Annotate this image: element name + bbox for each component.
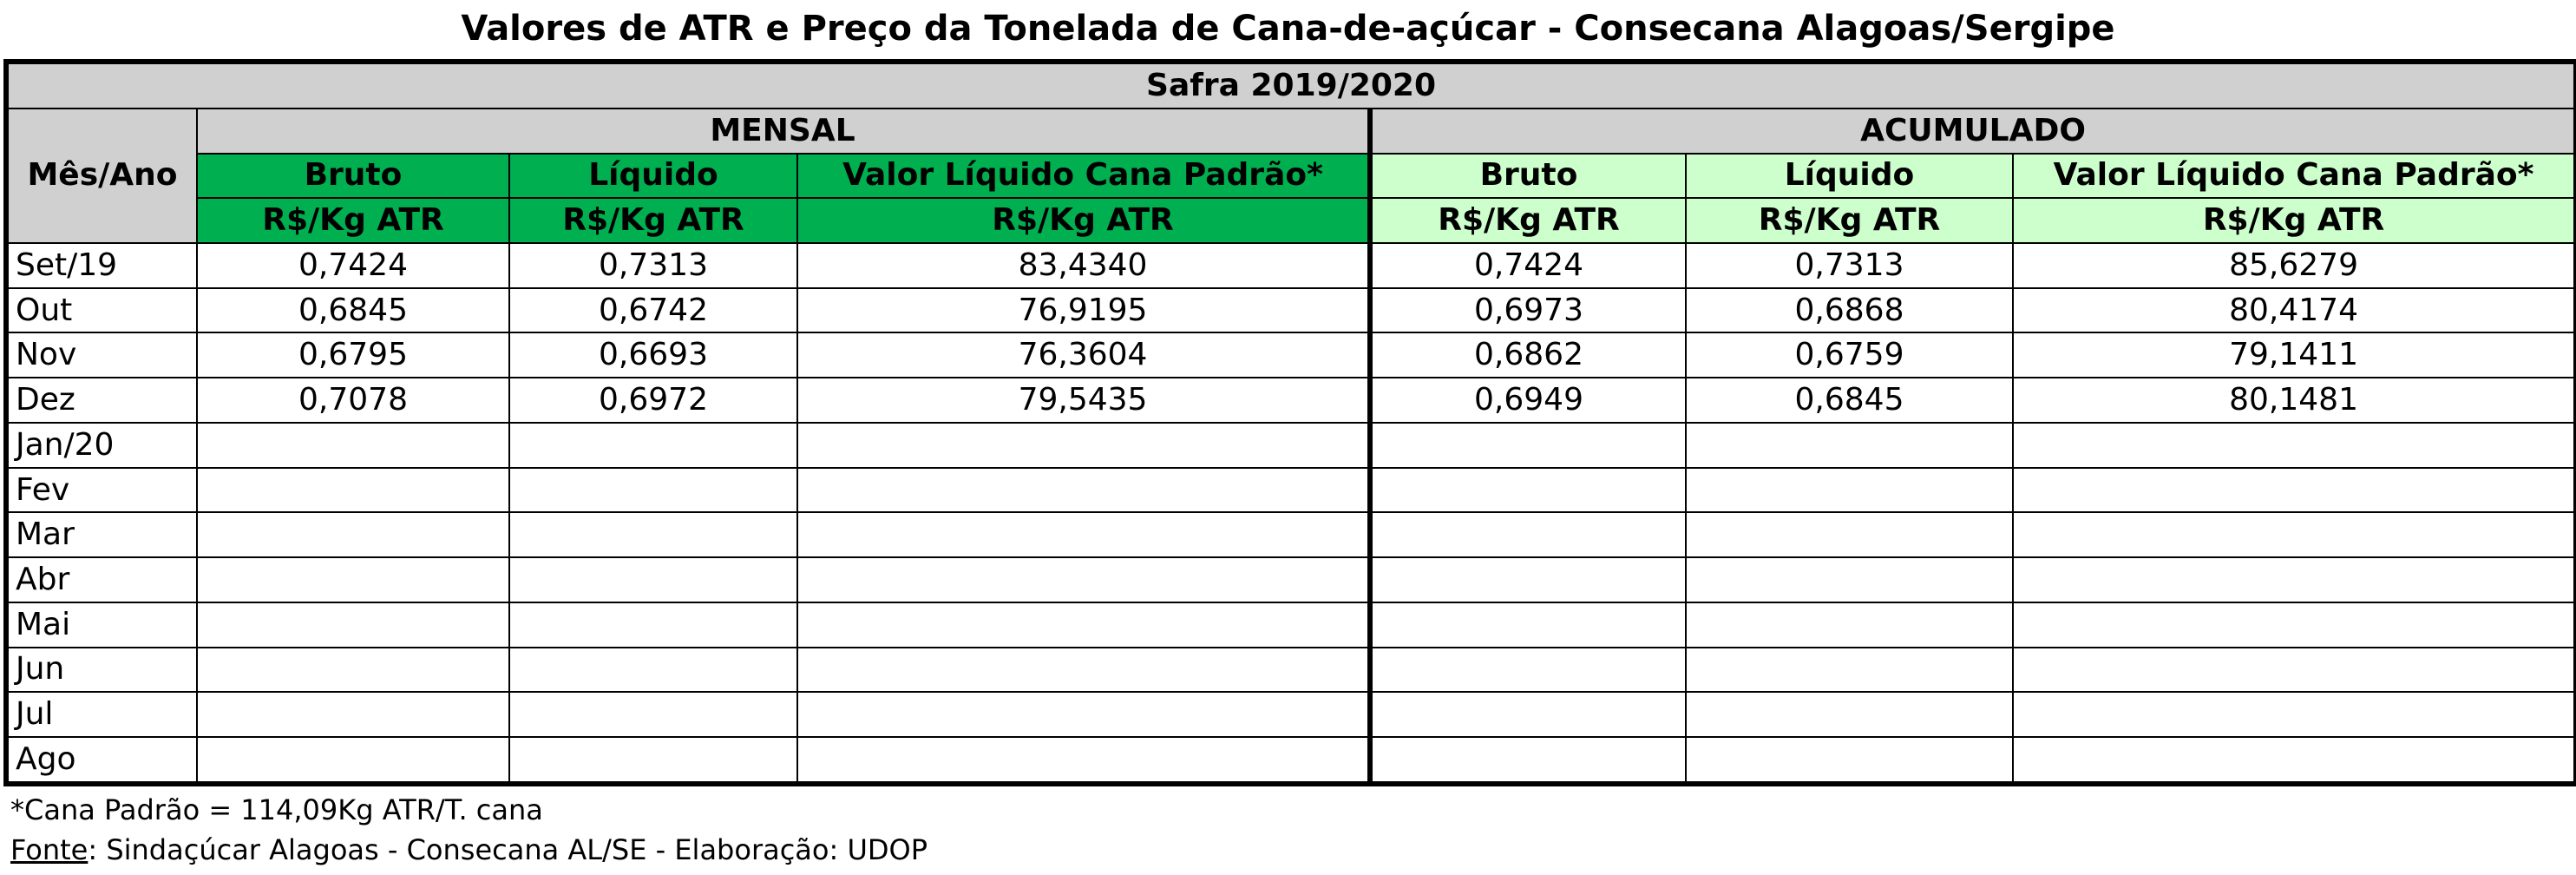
month-cell: Mai: [6, 602, 197, 648]
value-cell-m-valor: 79,5435: [797, 378, 1370, 423]
value-cell-a-valor: [2013, 692, 2576, 737]
table-row: [6, 332, 2576, 378]
value-cell-m-liquido: [509, 512, 797, 557]
month-cell: Nov: [6, 332, 197, 378]
value-cell-m-liquido: [509, 602, 797, 648]
source-label: Fonte: [10, 833, 88, 866]
month-cell: Jun: [6, 648, 197, 693]
acumulado-valor-unit: R$/Kg ATR: [2013, 198, 2576, 243]
value-cell-m-valor: 76,9195: [797, 288, 1370, 333]
value-cell-m-liquido: [509, 692, 797, 737]
value-cell-a-liquido: 0,6868: [1686, 288, 2013, 333]
value-cell-a-bruto: 0,6973: [1370, 288, 1686, 333]
value-cell-a-valor: [2013, 423, 2576, 468]
value-cell-a-bruto: 0,6949: [1370, 378, 1686, 423]
value-cell-m-liquido: [509, 648, 797, 693]
value-cell-m-valor: [797, 602, 1370, 648]
value-cell-m-liquido: [509, 468, 797, 513]
value-cell-m-bruto: [197, 737, 509, 784]
source-text: : Sindaçúcar Alagoas - Consecana AL/SE - Elaboração: UDOP: [88, 833, 927, 866]
value-cell-m-liquido: 0,6972: [509, 378, 797, 423]
source-line: [10, 830, 927, 870]
month-cell: Jan/20: [6, 423, 197, 468]
value-cell-m-bruto: [197, 648, 509, 693]
table-row: [6, 468, 2576, 513]
value-cell-a-valor: [2013, 737, 2576, 784]
month-cell: Abr: [6, 557, 197, 602]
safra-header: Safra 2019/2020: [6, 62, 2576, 109]
value-cell-a-liquido: [1686, 737, 2013, 784]
value-cell-a-bruto: [1370, 512, 1686, 557]
value-cell-m-valor: 83,4340: [797, 243, 1370, 288]
acumulado-liquido-unit: R$/Kg ATR: [1686, 198, 2013, 243]
value-cell-m-liquido: [509, 737, 797, 784]
notes: [10, 790, 927, 870]
value-cell-m-valor: [797, 468, 1370, 513]
acumulado-header: ACUMULADO: [1370, 109, 2576, 154]
month-cell: Ago: [6, 737, 197, 784]
mensal-valor-unit: R$/Kg ATR: [797, 198, 1370, 243]
value-cell-a-bruto: [1370, 692, 1686, 737]
value-cell-m-bruto: [197, 602, 509, 648]
table-row: [6, 243, 2576, 288]
value-cell-m-bruto: [197, 423, 509, 468]
value-cell-a-liquido: [1686, 468, 2013, 513]
value-cell-a-valor: [2013, 648, 2576, 693]
value-cell-a-valor: [2013, 602, 2576, 648]
value-cell-a-bruto: [1370, 423, 1686, 468]
value-cell-a-liquido: [1686, 557, 2013, 602]
value-cell-a-valor: [2013, 468, 2576, 513]
value-cell-a-bruto: [1370, 557, 1686, 602]
table-row: [6, 557, 2576, 602]
value-cell-a-liquido: [1686, 602, 2013, 648]
value-cell-m-bruto: 0,7078: [197, 378, 509, 423]
value-cell-m-valor: 76,3604: [797, 332, 1370, 378]
month-cell: Dez: [6, 378, 197, 423]
value-cell-m-liquido: 0,7313: [509, 243, 797, 288]
value-cell-m-liquido: 0,6693: [509, 332, 797, 378]
mensal-header: MENSAL: [197, 109, 1370, 154]
value-cell-m-valor: [797, 423, 1370, 468]
mensal-bruto-header: Bruto: [197, 154, 509, 199]
table-row: [6, 648, 2576, 693]
value-cell-m-bruto: [197, 512, 509, 557]
value-cell-m-liquido: [509, 557, 797, 602]
value-cell-m-bruto: [197, 557, 509, 602]
month-cell: Fev: [6, 468, 197, 513]
value-cell-a-bruto: 0,6862: [1370, 332, 1686, 378]
value-cell-m-valor: [797, 512, 1370, 557]
value-cell-m-valor: [797, 737, 1370, 784]
value-cell-a-valor: 80,4174: [2013, 288, 2576, 333]
value-cell-a-liquido: 0,6759: [1686, 332, 2013, 378]
value-cell-a-liquido: [1686, 692, 2013, 737]
value-cell-m-bruto: 0,6795: [197, 332, 509, 378]
value-cell-a-bruto: [1370, 468, 1686, 513]
value-cell-m-liquido: 0,6742: [509, 288, 797, 333]
table-row: [6, 512, 2576, 557]
value-cell-a-bruto: [1370, 602, 1686, 648]
table-row: [6, 288, 2576, 333]
value-cell-a-valor: [2013, 557, 2576, 602]
month-cell: Jul: [6, 692, 197, 737]
value-cell-a-bruto: [1370, 648, 1686, 693]
value-cell-m-bruto: 0,6845: [197, 288, 509, 333]
month-cell: Set/19: [6, 243, 197, 288]
value-cell-m-liquido: [509, 423, 797, 468]
value-cell-m-bruto: [197, 692, 509, 737]
month-cell: Out: [6, 288, 197, 333]
value-cell-a-liquido: 0,7313: [1686, 243, 2013, 288]
value-cell-a-valor: 79,1411: [2013, 332, 2576, 378]
value-cell-a-liquido: 0,6845: [1686, 378, 2013, 423]
table-row: [6, 737, 2576, 784]
table-row: [6, 423, 2576, 468]
value-cell-m-valor: [797, 692, 1370, 737]
footnote: *Cana Padrão = 114,09Kg ATR/T. cana: [10, 793, 543, 826]
mensal-liquido-header: Líquido: [509, 154, 797, 199]
value-cell-a-liquido: [1686, 648, 2013, 693]
value-cell-a-liquido: [1686, 512, 2013, 557]
month-year-header: Mês/Ano: [6, 109, 197, 243]
mensal-valor-header: Valor Líquido Cana Padrão*: [797, 154, 1370, 199]
mensal-bruto-unit: R$/Kg ATR: [197, 198, 509, 243]
table-row: [6, 602, 2576, 648]
table-row: [6, 378, 2576, 423]
acumulado-bruto-header: Bruto: [1370, 154, 1686, 199]
mensal-liquido-unit: R$/Kg ATR: [509, 198, 797, 243]
value-cell-a-bruto: 0,7424: [1370, 243, 1686, 288]
table-row: [6, 692, 2576, 737]
acumulado-liquido-header: Líquido: [1686, 154, 2013, 199]
acumulado-bruto-unit: R$/Kg ATR: [1370, 198, 1686, 243]
value-cell-a-bruto: [1370, 737, 1686, 784]
value-cell-a-valor: 80,1481: [2013, 378, 2576, 423]
value-cell-a-valor: 85,6279: [2013, 243, 2576, 288]
month-cell: Mar: [6, 512, 197, 557]
value-cell-m-bruto: [197, 468, 509, 513]
value-cell-a-liquido: [1686, 423, 2013, 468]
value-cell-m-valor: [797, 557, 1370, 602]
value-cell-m-bruto: 0,7424: [197, 243, 509, 288]
acumulado-valor-header: Valor Líquido Cana Padrão*: [2013, 154, 2576, 199]
atr-price-table: [3, 59, 2576, 786]
page-title: Valores de ATR e Preço da Tonelada de Cana-de-açúcar - Consecana Alagoas/Sergipe: [461, 9, 2115, 49]
value-cell-m-valor: [797, 648, 1370, 693]
value-cell-a-valor: [2013, 512, 2576, 557]
